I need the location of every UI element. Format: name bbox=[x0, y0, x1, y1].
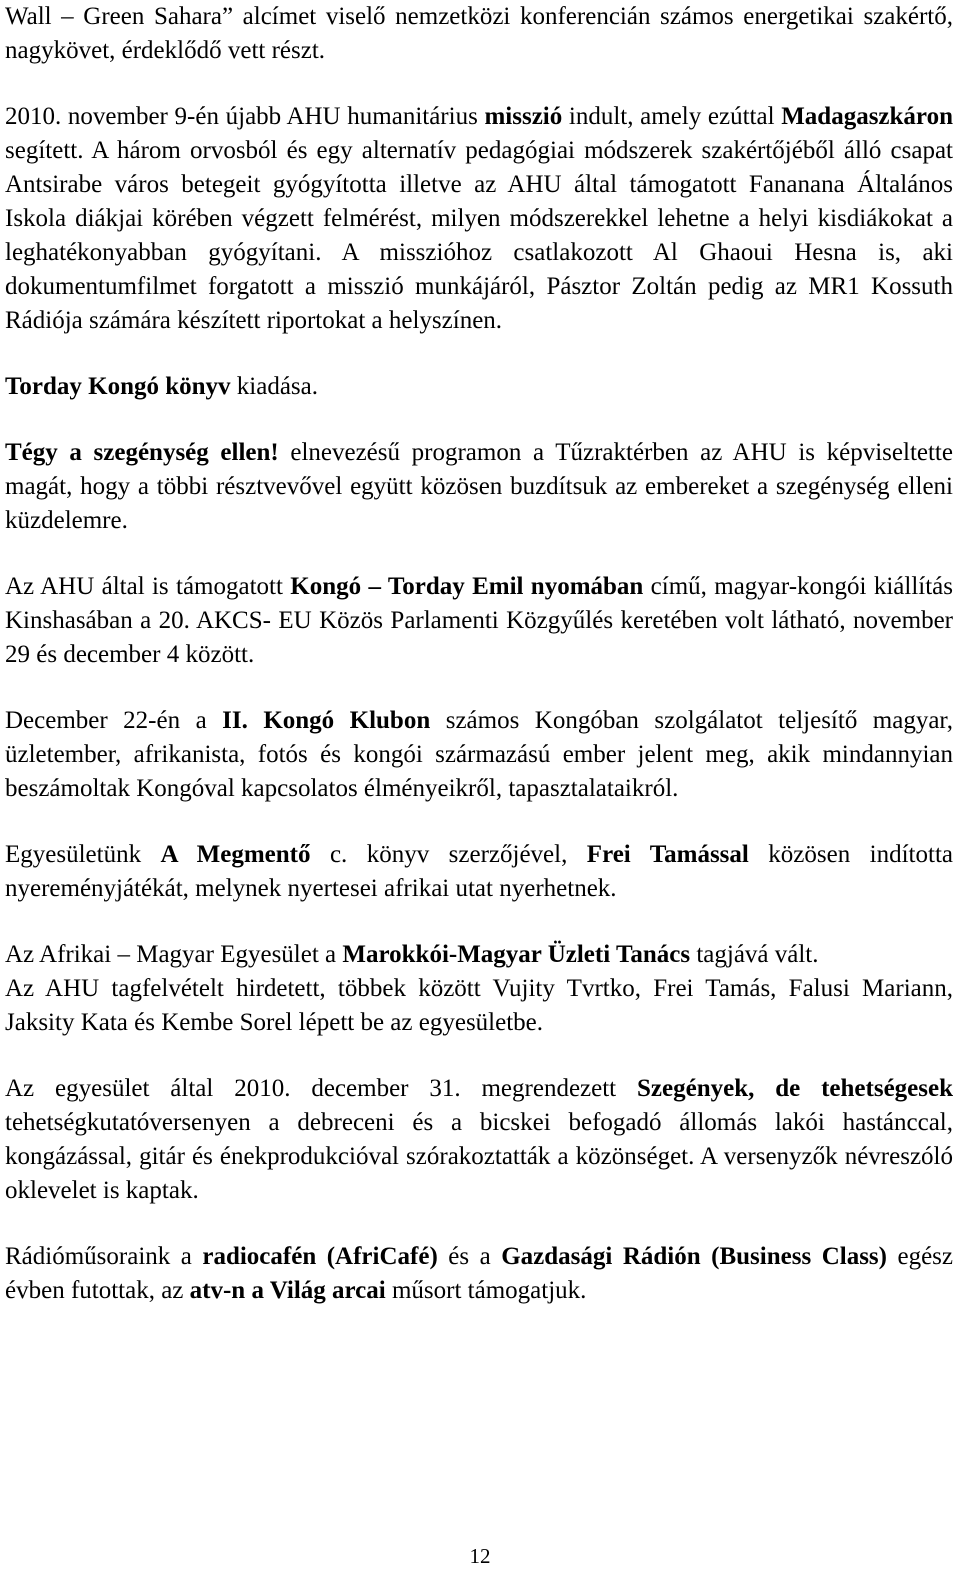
paragraph-moroccan-council bbox=[5, 938, 953, 972]
bold-text: Tégy a szegénység ellen! bbox=[5, 439, 279, 466]
text-run: c. könyv szerzőjével, bbox=[310, 841, 587, 868]
text-run: elnevezésű programon a Tűzraktérben az AHU is képviseltette magát, hogy a többi résztvevővel együtt közösen buzdítsuk az embereket a szegénység elleni küzdelemre. bbox=[5, 439, 953, 534]
bold-text: Szegények, de tehetségesek bbox=[637, 1075, 954, 1102]
text-run: Egyesületünk bbox=[5, 841, 161, 868]
paragraph-radio-shows bbox=[5, 1240, 953, 1308]
bold-text: Gazdasági Rádión (Business Class) bbox=[501, 1243, 887, 1270]
text-run: Az egyesület által 2010. december 31. megrendezett bbox=[5, 1075, 638, 1102]
paragraph-torday-book bbox=[5, 370, 953, 404]
bold-text: Torday Kongó könyv bbox=[5, 373, 231, 400]
text-run: indult, amely ezúttal bbox=[562, 103, 782, 130]
bold-text: Frei Tamással bbox=[586, 841, 749, 868]
text-run: December 22-én a bbox=[5, 707, 223, 734]
paragraph-congo-club bbox=[5, 704, 953, 806]
paragraph-madagascar-mission bbox=[5, 100, 953, 338]
text-run: műsort támogatjuk. bbox=[385, 1277, 587, 1304]
text-run: számos Kongóban szolgálatot teljesítő magyar, üzletember, afrikanista, fotós és kongói származású ember jelent meg, akik mindannyian beszámoltak Kongóval kapcsolatos élményeikről, tapasztalataikról. bbox=[5, 707, 953, 802]
bold-text: II. Kongó Klubon bbox=[222, 707, 431, 734]
text-run: Az Afrikai – Magyar Egyesület a bbox=[5, 941, 343, 968]
text-run: egész évben futottak, az bbox=[5, 1243, 954, 1304]
paragraph-talent-contest bbox=[5, 1072, 953, 1208]
bold-text: atv-n a Világ arcai bbox=[189, 1277, 386, 1304]
text-run: tehetségkutatóversenyen a debreceni és a bicskei befogadó állomás lakói hastánccal, kongázással, gitár és énekprodukcióval szórakoztatták a közönséget. A versenyzők névreszóló oklevelet is kaptak. bbox=[5, 1109, 953, 1204]
paragraph-congo-exhibition bbox=[5, 570, 953, 672]
text-run: és a bbox=[437, 1243, 502, 1270]
paragraph-poverty-program bbox=[5, 436, 953, 538]
text-run: kiadása. bbox=[230, 373, 319, 400]
text-run: segített. A három orvosból és egy alternatív pedagógiai módszerek szakértőjéből álló csapat Antsirabe város betegeit gyógyította illetve az AHU által támogatott Fananana Általános Iskola diákjai körében végzett felmérést, milyen módszerekkel lehetne a helyi kisdiákokat a leghatékonyabban gyógyítani. A misszióhoz csatlakozott Al Ghaoui Hesna is, aki dokumentumfilmet forgatott a misszió munkájáról, Pásztor Zoltán pedig az MR1 Kossuth Rádiója számára készített riportokat a helyszínen. bbox=[5, 137, 953, 334]
bold-text: misszió bbox=[484, 103, 563, 130]
text-run: Rádióműsoraink a bbox=[5, 1243, 203, 1270]
bold-text: Madagaszkáron bbox=[781, 103, 953, 130]
text-run: tagjává vált. bbox=[690, 941, 819, 968]
bold-text: A Megmentő bbox=[160, 841, 311, 868]
text-run: közösen indította nyereményjátékát, melynek nyertesei afrikai utat nyerhetnek. bbox=[5, 841, 953, 902]
bold-text: radiocafén (AfriCafé) bbox=[202, 1243, 438, 1270]
text-run: című, magyar-kongói kiállítás Kinshasában a 20. AKCS- EU Közös Parlamenti Közgyűlés keretében volt látható, november 29 és december 4 között. bbox=[5, 573, 953, 668]
text-run: Az AHU tagfelvételt hirdetett, többek között Vujity Tvrtko, Frei Tamás, Falusi Mariann, Jaksity Kata és Kembe Sorel lépett be az egyesületbe. bbox=[5, 975, 953, 1036]
page-number: 12 bbox=[469, 1544, 491, 1568]
text-run: Az AHU által is támogatott bbox=[5, 573, 291, 600]
paragraph-new-members bbox=[5, 972, 953, 1040]
document-page bbox=[5, 0, 953, 1308]
bold-text: Marokkói-Magyar Üzleti Tanács bbox=[342, 941, 691, 968]
text-run: 2010. november 9-én újabb AHU humanitárius bbox=[5, 103, 485, 130]
paragraph-lottery bbox=[5, 838, 953, 906]
paragraph-green-sahara bbox=[5, 0, 953, 68]
bold-text: Kongó – Torday Emil nyomában bbox=[290, 573, 644, 600]
text-run: Wall – Green Sahara” alcímet viselő nemzetközi konferencián számos energetikai szakértő, nagykövet, érdeklődő vett részt. bbox=[5, 3, 953, 64]
